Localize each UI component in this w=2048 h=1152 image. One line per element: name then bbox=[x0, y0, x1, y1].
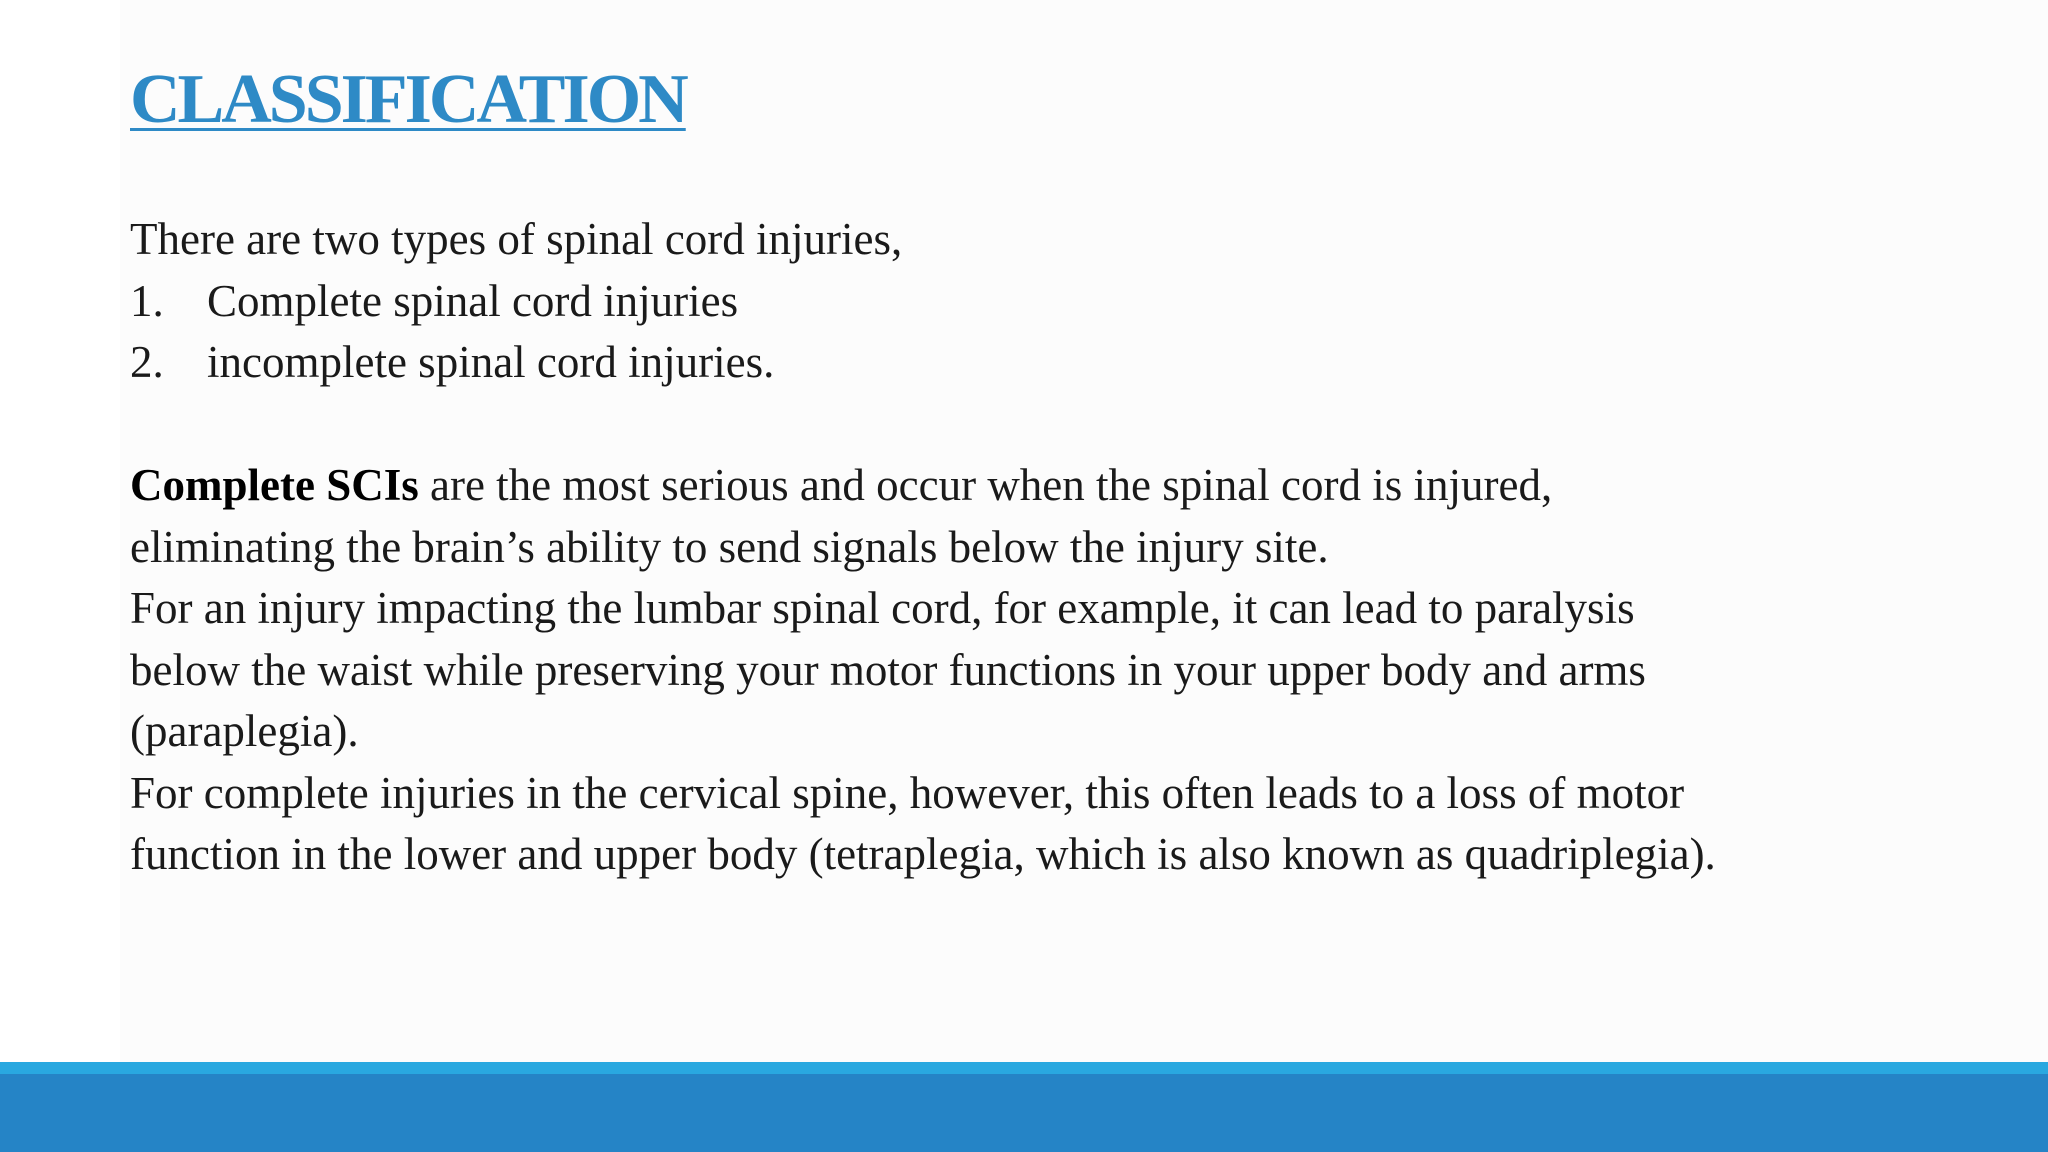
list-item-label: incomplete spinal cord injuries. bbox=[207, 337, 775, 387]
bold-term: Complete SCIs bbox=[130, 460, 419, 510]
injury-types-list bbox=[130, 271, 1970, 394]
list-item-number: 1. bbox=[130, 275, 164, 326]
footer-accent-line bbox=[0, 1062, 2048, 1074]
slide-body bbox=[130, 209, 1970, 886]
intro-text: There are two types of spinal cord injuries, bbox=[130, 214, 903, 264]
paragraph-line: function in the lower and upper body (tetraplegia, which is also known as quadriplegia). bbox=[130, 829, 1716, 879]
list-item-number: 2. bbox=[130, 337, 164, 387]
paragraph-line: For complete injuries in the cervical spine, however, this often leads to a loss of motor bbox=[130, 767, 1685, 818]
list-item bbox=[130, 332, 1970, 394]
paragraph-line: below the waist while preserving your motor functions in your upper body and arms bbox=[130, 644, 1646, 695]
list-item-label: Complete spinal cord injuries bbox=[207, 275, 739, 326]
paragraph-line bbox=[130, 455, 1970, 517]
slide-title: CLASSIFICATION bbox=[130, 61, 686, 138]
footer-bar bbox=[0, 1074, 2048, 1152]
paragraph-line: eliminating the brain’s ability to send signals below the injury site. bbox=[130, 521, 1329, 572]
paragraph-spacer bbox=[130, 394, 1970, 456]
paragraph-text: are the most serious and occur when the spinal cord is injured, bbox=[418, 460, 1553, 510]
paragraph-line: For an injury impacting the lumbar spinal cord, for example, it can lead to paralysis bbox=[130, 583, 1635, 633]
list-item bbox=[130, 271, 1970, 333]
paragraph-line: (paraplegia). bbox=[130, 706, 359, 756]
